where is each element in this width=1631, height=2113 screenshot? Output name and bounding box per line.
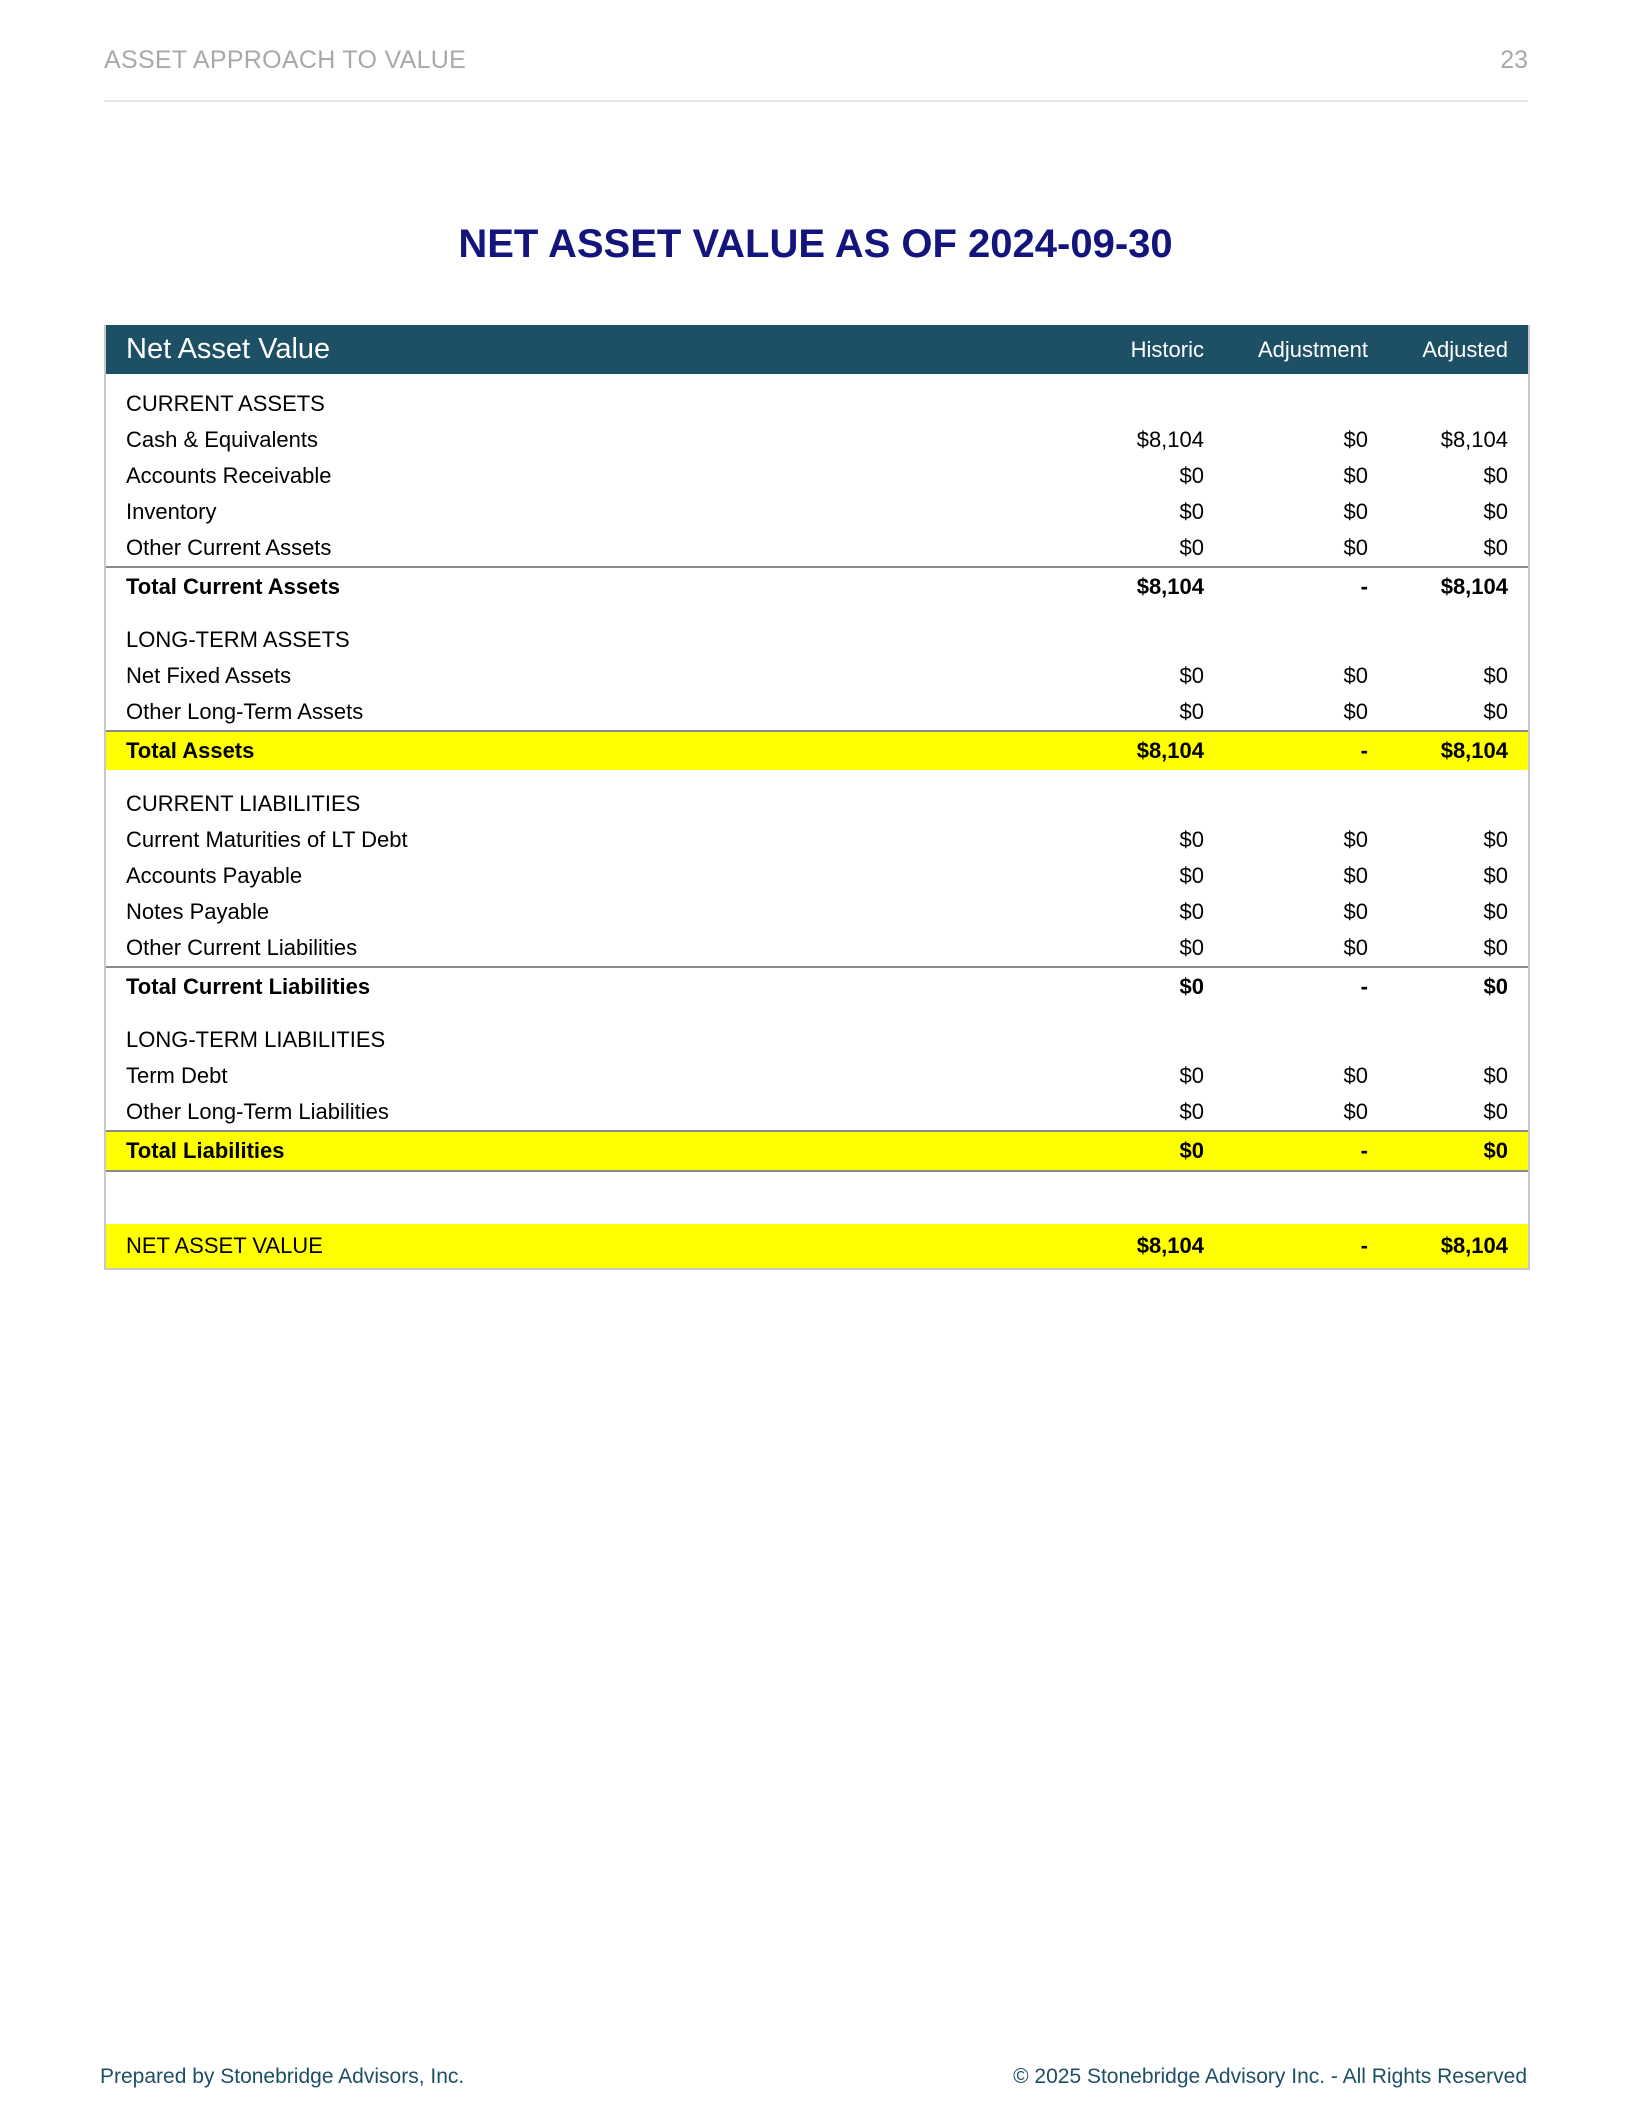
table-row — [106, 1058, 1528, 1094]
section-heading-long-term-liabilities — [106, 1022, 1528, 1058]
historic-value: $0 — [1179, 899, 1204, 924]
historic-value: $8,104 — [1136, 427, 1204, 452]
adjustment-value: - — [1360, 574, 1368, 599]
adjustment-value: - — [1360, 974, 1368, 999]
section-label: LONG-TERM LIABILITIES — [126, 1027, 386, 1052]
adjustment-value: $0 — [1343, 463, 1368, 488]
page-number: 23 — [1500, 46, 1528, 74]
table-row — [106, 694, 1528, 730]
historic-value: $0 — [1179, 935, 1204, 960]
table-row — [106, 458, 1528, 494]
column-header-adjusted: Adjusted — [1422, 336, 1508, 362]
table-row — [106, 422, 1528, 458]
historic-value: $0 — [1179, 1138, 1204, 1163]
table-row — [106, 1094, 1528, 1130]
total-row-current-liabilities — [106, 966, 1528, 1006]
row-label: Net Fixed Assets — [126, 663, 292, 688]
adjustment-value: $0 — [1343, 863, 1368, 888]
row-label: Term Debt — [126, 1063, 228, 1088]
table-row — [106, 494, 1528, 530]
adjustment-value: - — [1360, 1233, 1368, 1258]
historic-value: $8,104 — [1136, 574, 1204, 599]
footer-copyright: © 2025 Stonebridge Advisory Inc. - All Rights Reserved — [1013, 2065, 1527, 2088]
adjustment-value: $0 — [1343, 1099, 1368, 1124]
adjusted-value: $8,104 — [1440, 738, 1508, 763]
adjusted-value: $0 — [1483, 863, 1508, 888]
historic-value: $0 — [1179, 463, 1204, 488]
total-row-assets — [106, 730, 1528, 770]
row-label: Total Current Liabilities — [126, 974, 371, 999]
row-label: Other Current Assets — [126, 535, 332, 560]
adjusted-value: $0 — [1483, 899, 1508, 924]
row-label: Other Long-Term Liabilities — [126, 1099, 389, 1124]
page-title: NET ASSET VALUE AS OF 2024-09-30 — [458, 222, 1173, 266]
historic-value: $0 — [1179, 974, 1204, 999]
table-row — [106, 930, 1528, 966]
total-row-liabilities — [106, 1130, 1528, 1172]
historic-value: $8,104 — [1136, 1233, 1204, 1258]
table-row — [106, 822, 1528, 858]
row-label: Notes Payable — [126, 899, 270, 924]
section-label: CURRENT LIABILITIES — [126, 791, 361, 816]
row-label: Accounts Receivable — [126, 463, 332, 488]
adjusted-value: $8,104 — [1440, 574, 1508, 599]
adjustment-value: $0 — [1343, 699, 1368, 724]
row-label: Inventory — [126, 499, 217, 524]
adjustment-value: $0 — [1343, 427, 1368, 452]
row-label: Total Assets — [126, 738, 255, 763]
historic-value: $0 — [1179, 1099, 1204, 1124]
net-asset-value-table — [104, 325, 1530, 1270]
section-label: CURRENT ASSETS — [126, 391, 325, 416]
row-label: Accounts Payable — [126, 863, 303, 888]
adjusted-value: $0 — [1483, 699, 1508, 724]
adjusted-value: $0 — [1483, 935, 1508, 960]
historic-value: $0 — [1179, 827, 1204, 852]
row-label: Cash & Equivalents — [126, 427, 318, 452]
adjusted-value: $0 — [1483, 974, 1508, 999]
section-name: ASSET APPROACH TO VALUE — [104, 46, 467, 74]
adjusted-value: $0 — [1483, 1099, 1508, 1124]
table-spacer — [106, 1172, 1528, 1224]
adjustment-value: $0 — [1343, 663, 1368, 688]
historic-value: $0 — [1179, 499, 1204, 524]
historic-value: $0 — [1179, 863, 1204, 888]
section-label: LONG-TERM ASSETS — [126, 627, 350, 652]
table-row — [106, 858, 1528, 894]
historic-value: $8,104 — [1136, 738, 1204, 763]
adjusted-value: $0 — [1483, 1138, 1508, 1163]
adjustment-value: $0 — [1343, 499, 1368, 524]
net-asset-value-row — [106, 1224, 1528, 1268]
adjustment-value: $0 — [1343, 899, 1368, 924]
row-label: Total Liabilities — [126, 1138, 285, 1163]
historic-value: $0 — [1179, 699, 1204, 724]
section-heading-long-term-assets — [106, 622, 1528, 658]
table-heading: Net Asset Value — [126, 333, 331, 365]
total-row-current-assets — [106, 566, 1528, 606]
row-label: NET ASSET VALUE — [126, 1233, 323, 1258]
column-header-historic: Historic — [1130, 336, 1204, 362]
adjusted-value: $8,104 — [1440, 1233, 1508, 1258]
historic-value: $0 — [1179, 1063, 1204, 1088]
adjusted-value: $0 — [1483, 663, 1508, 688]
footer-prepared-by: Prepared by Stonebridge Advisors, Inc. — [100, 2065, 465, 2088]
table-header — [106, 325, 1528, 374]
table-row — [106, 894, 1528, 930]
running-header — [104, 46, 1528, 102]
adjustment-value: $0 — [1343, 535, 1368, 560]
row-label: Other Long-Term Assets — [126, 699, 364, 724]
row-label: Total Current Assets — [126, 574, 340, 599]
adjusted-value: $0 — [1483, 499, 1508, 524]
adjusted-value: $0 — [1483, 463, 1508, 488]
row-label: Other Current Liabilities — [126, 935, 358, 960]
section-heading-current-liabilities — [106, 786, 1528, 822]
adjusted-value: $0 — [1483, 827, 1508, 852]
adjusted-value: $8,104 — [1440, 427, 1508, 452]
adjusted-value: $0 — [1483, 1063, 1508, 1088]
adjustment-value: $0 — [1343, 827, 1368, 852]
section-heading-current-assets — [106, 386, 1528, 422]
adjustment-value: - — [1360, 738, 1368, 763]
row-label: Current Maturities of LT Debt — [126, 827, 408, 852]
historic-value: $0 — [1179, 535, 1204, 560]
table-row — [106, 530, 1528, 566]
adjustment-value: $0 — [1343, 935, 1368, 960]
table-row — [106, 658, 1528, 694]
adjustment-value: $0 — [1343, 1063, 1368, 1088]
historic-value: $0 — [1179, 663, 1204, 688]
column-header-adjustment: Adjustment — [1257, 336, 1368, 362]
adjustment-value: - — [1360, 1138, 1368, 1163]
adjusted-value: $0 — [1483, 535, 1508, 560]
